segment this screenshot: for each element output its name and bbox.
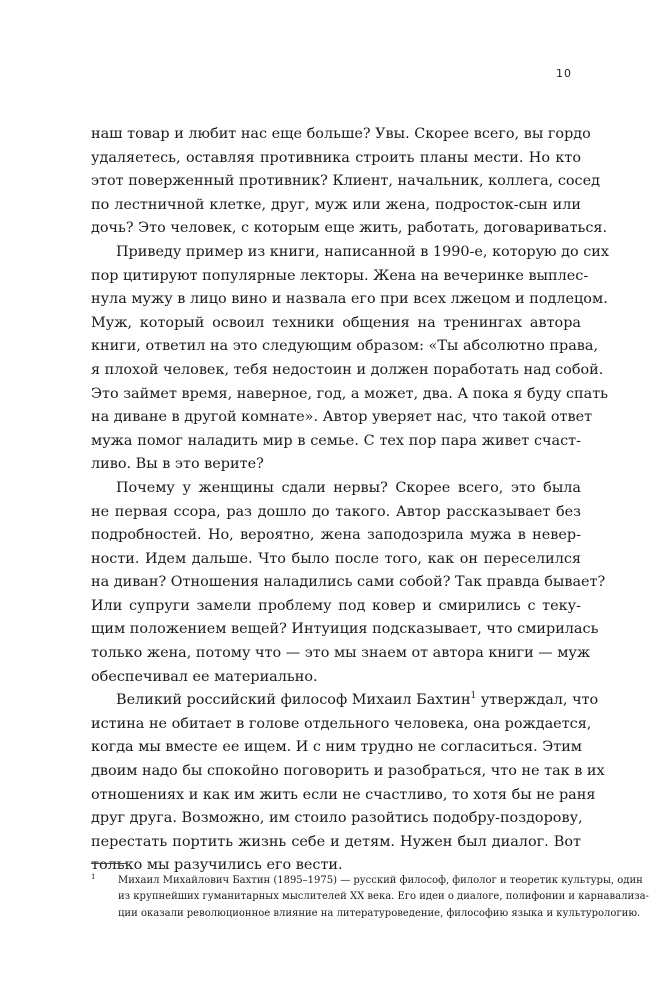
text-line: на диване в другой комнате». Автор уверяет нас, что такой ответ (91, 409, 593, 426)
text-line (91, 689, 599, 713)
text-line: нула мужу в лицо вино и назвала его при всех лжецом и подлецом. (91, 291, 608, 308)
text-line: двоим надо бы спокойно поговорить и разобраться, что не так в их (91, 763, 605, 780)
text-fragment: Великий российский философ Михаил Бахтин (116, 692, 471, 709)
text-line: дочь? Это человек, с которым еще жить, работать, договариваться. (91, 220, 608, 237)
footnote (91, 873, 649, 922)
text-line: Приведу пример из книги, написанной в 1990-е, которую до сих (116, 243, 609, 260)
text-line: не первая ссора, раз дошло до такого. Автор рассказывает без (91, 503, 581, 520)
text-line: только жена, потому что — это мы знаем от автора книги — муж (91, 645, 591, 662)
text-line: истина не обитает в голове отдельного человека, она рождается, (91, 715, 592, 732)
text-line: книги, ответил на это следующим образом: «Ты абсолютно права, (91, 338, 599, 355)
text-line: перестать портить жизнь себе и детям. Нужен был диалог. Вот (91, 833, 581, 850)
text-line: удаляетесь, оставляя противника строить планы мести. Но кто (91, 149, 581, 166)
text-fragment: утверждал, что (476, 692, 599, 709)
text-line: Или супруги замели проблему под ковер и смирились с теку- (91, 597, 581, 614)
footnote-line: Михаил Михайлович Бахтин (1895–1975) — русский философ, филолог и теоретик культуры, один (118, 875, 643, 886)
text-line: пор цитируют популярные лекторы. Жена на вечеринке выплес- (91, 267, 589, 284)
text-line: подробностей. Но, вероятно, жена заподозрила мужа в невер- (91, 527, 581, 544)
text-line: Это займет время, наверное, год, а может, два. А пока я буду спать (91, 385, 609, 402)
text-line: друг друга. Возможно, им стоило разойтись подобру-поздорову, (91, 810, 583, 827)
text-line: отношениях и как им жить если не счастливо, то хотя бы не раня (91, 786, 596, 803)
text-line: Муж, который освоил техники общения на тренингах автора (91, 314, 581, 331)
text-line: только мы разучились его вести. (91, 857, 343, 874)
text-line: наш товар и любит нас еще больше? Увы. Скорее всего, вы гордо (91, 126, 591, 142)
paragraph-3 (91, 477, 606, 689)
footnote-line: из крупнейших гуманитарных мыслителей XX века. Его идеи о диалоге, полифонии и карнавализа- (118, 891, 649, 903)
text-line: когда мы вместе ее ищем. И с ним трудно не согласиться. Этим (91, 739, 582, 756)
paragraph-4 (91, 689, 605, 878)
page-number: 10 (556, 67, 572, 80)
text-line: мужа помог наладить мир в семье. С тех пор пара живет счаст- (91, 432, 581, 449)
text-line: обеспечивал ее материально. (91, 668, 318, 685)
text-line: я плохой человек, тебя недостоин и должен поработать над собой. (91, 361, 604, 378)
footnote-reference[interactable]: 1 (470, 691, 477, 702)
body-text (91, 123, 609, 878)
text-line: ливо. Вы в это верите? (91, 456, 264, 473)
footnote-mark: 1 (91, 873, 96, 881)
text-line: по лестничной клетке, друг, муж или жена, подросток-сын или (91, 196, 581, 213)
paragraph-2 (91, 241, 609, 477)
paragraph-1 (91, 123, 608, 241)
text-line: этот поверженный противник? Клиент, начальник, коллега, сосед (91, 173, 600, 190)
footnote-divider (91, 863, 127, 864)
text-line: ности. Идем дальше. Что было после того, как он переселился (91, 550, 581, 567)
text-line: Почему у женщины сдали нервы? Скорее всего, это была (116, 479, 581, 496)
footnote-line: ции оказали революционное влияние на литературоведение, философию языка и культурологию. (118, 907, 641, 919)
text-line: щим положением вещей? Интуиция подсказывает, что смирилась (91, 621, 599, 638)
text-line: на диван? Отношения наладились сами собой? Так правда бывает? (91, 574, 606, 591)
